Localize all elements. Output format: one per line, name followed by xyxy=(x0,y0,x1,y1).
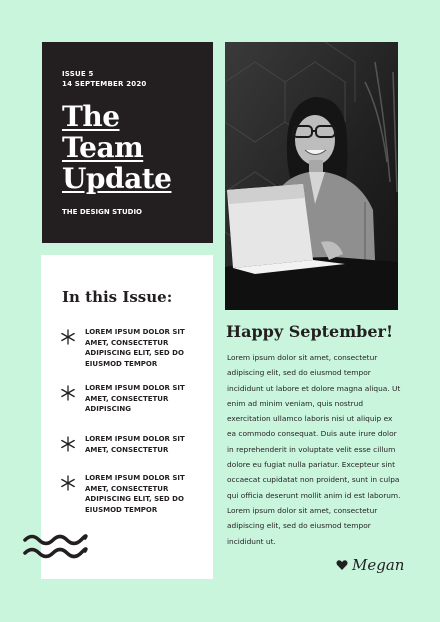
contents-item-text: LOREM IPSUM DOLOR SIT AMET, CONSECTETUR ADIPISCING xyxy=(85,384,185,413)
contents-item-text: LOREM IPSUM DOLOR SIT AMET, CONSECTETUR ADIPISCING ELIT, SED DO EIUSMOD TEMPOR xyxy=(85,474,185,514)
woman-laptop-photo xyxy=(225,42,398,310)
newsletter-title xyxy=(62,101,171,194)
contents-item-text: LOREM IPSUM DOLOR SIT AMET, CONSECTETUR xyxy=(85,435,185,454)
title-line: Team xyxy=(62,131,144,164)
asterisk-icon xyxy=(60,436,76,452)
wave-decoration-icon xyxy=(22,531,88,561)
issue-number: ISSUE 5 xyxy=(62,70,94,78)
masthead-panel xyxy=(42,42,213,243)
signature-name: Megan xyxy=(352,556,405,574)
article-body: Lorem ipsum dolor sit amet, consectetur adipiscing elit, sed do eiusmod tempor incididunt ut labore et dolore magna aliqua. Ut enim ad minim veniam, quis nostrud exercitation ullamco laboris nisi ut aliquip ex ea commodo consequat. Duis aute irure dolor in reprehenderit in voluptate velit esse cillum dolore eu fugiat nulla pariatur. Excepteur sint occaecat cupidatat non proident, sunt in culpa qui officia deserunt mollit anim id est laborum. Lorem ipsum dolor sit amet, consectetur adipiscing elit, sed do eiusmod tempor incididunt ut. xyxy=(227,353,401,546)
heart-icon xyxy=(336,559,348,571)
asterisk-icon xyxy=(60,475,76,491)
asterisk-icon xyxy=(60,385,76,401)
contents-item-text: LOREM IPSUM DOLOR SIT AMET, CONSECTETUR ADIPISCING ELIT, SED DO EIUSMOD TEMPOR xyxy=(85,328,185,368)
article-heading: Happy September! xyxy=(226,322,393,341)
title-line: Update xyxy=(62,162,172,195)
studio-name: THE DESIGN STUDIO xyxy=(62,208,142,216)
issue-date: 14 SEPTEMBER 2020 xyxy=(62,80,147,88)
asterisk-icon xyxy=(60,329,76,345)
contents-heading: In this Issue: xyxy=(62,288,173,306)
title-line: The xyxy=(62,100,120,133)
issue-meta xyxy=(62,69,146,89)
hero-photo xyxy=(225,42,398,310)
signature xyxy=(336,553,404,577)
